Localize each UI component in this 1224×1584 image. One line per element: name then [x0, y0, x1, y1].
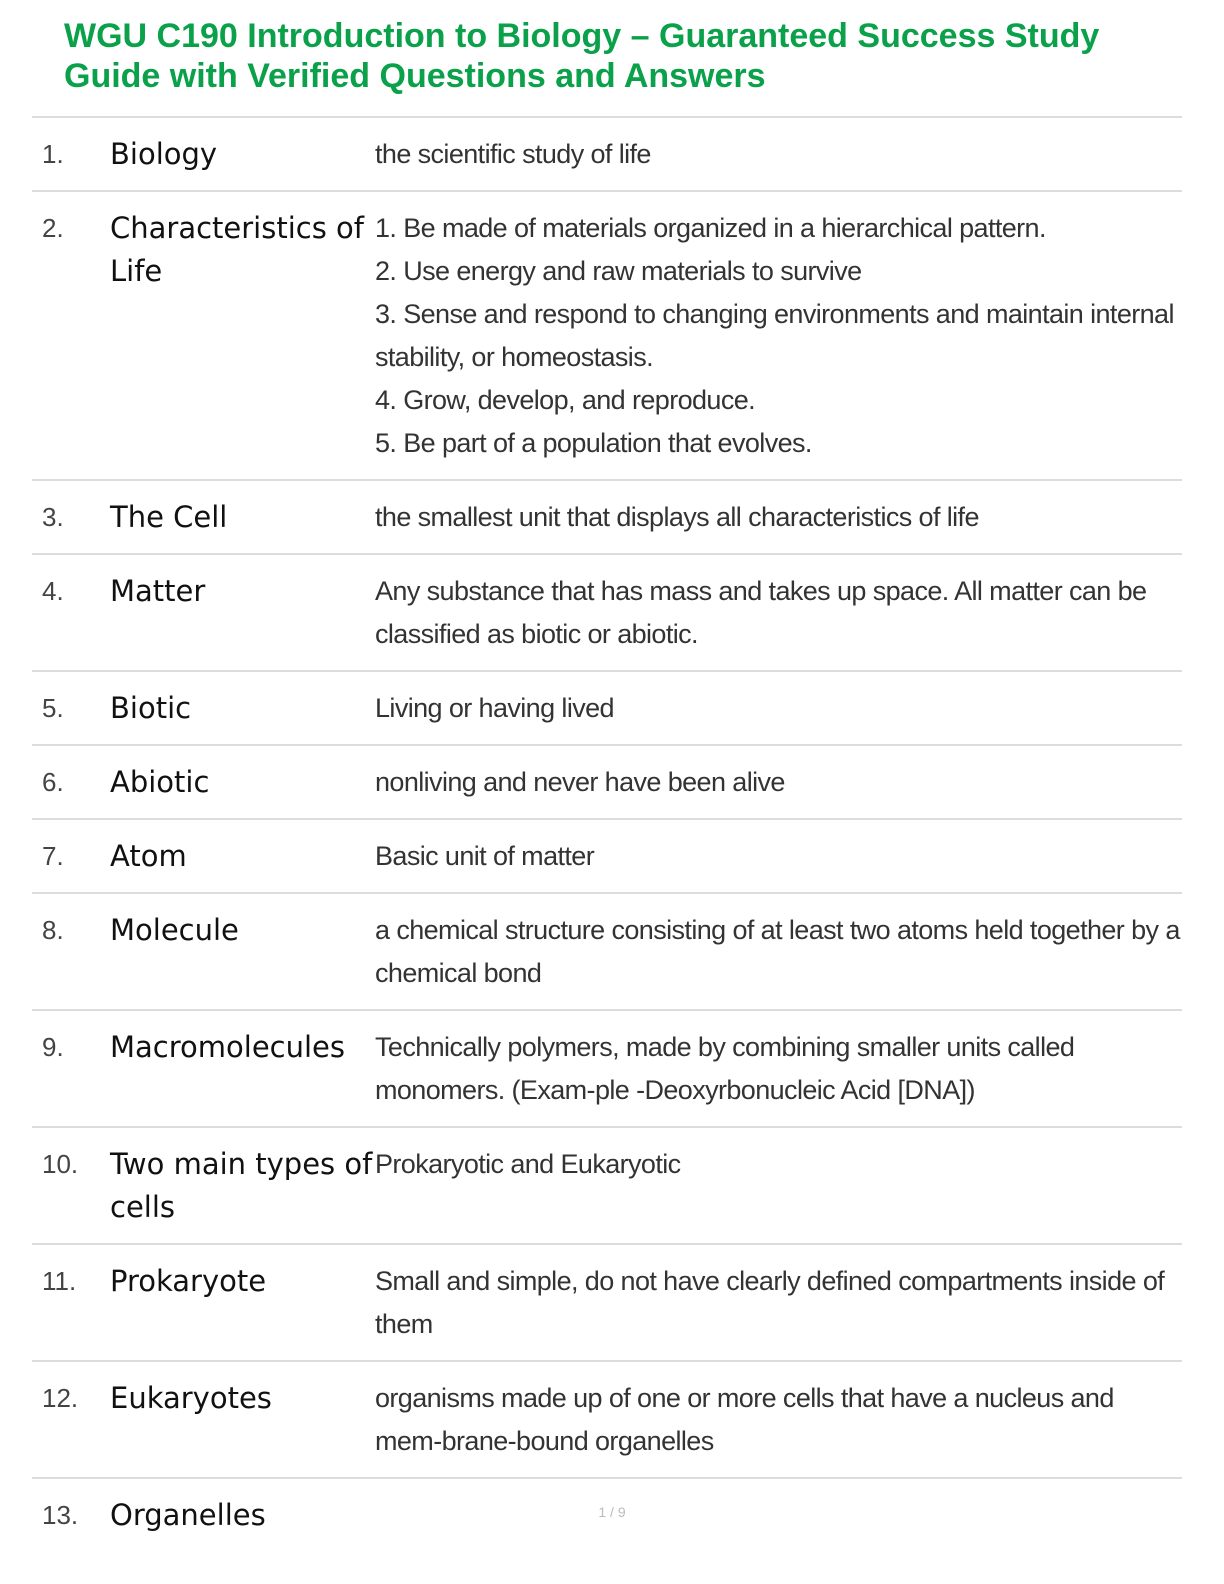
table-row	[32, 192, 1182, 481]
table-row	[32, 746, 1182, 820]
definition: Prokaryotic and Eukaryotic	[375, 1149, 681, 1179]
table-row	[32, 820, 1182, 894]
term: Abiotic	[110, 765, 210, 799]
table-row	[32, 118, 1182, 192]
definition: Technically polymers, made by combining smaller units called monomers. (Exam-ple -Deoxyrbonucleic Acid [DNA])	[375, 1032, 1075, 1105]
term: Atom	[110, 839, 187, 873]
row-number: 3.	[42, 502, 64, 532]
term: The Cell	[110, 500, 228, 534]
table-row	[32, 672, 1182, 746]
definition: the smallest unit that displays all characteristics of life	[375, 502, 979, 532]
definition: Basic unit of matter	[375, 841, 595, 871]
row-number: 13.	[42, 1500, 79, 1530]
definition: Small and simple, do not have clearly defined compartments inside of them	[375, 1266, 1165, 1339]
table-row	[32, 1362, 1182, 1479]
definition: a chemical structure consisting of at least two atoms held together by a chemical bond	[375, 915, 1180, 988]
row-number: 1.	[42, 139, 64, 169]
definition: Living or having lived	[375, 693, 614, 723]
term: Organelles	[110, 1498, 266, 1532]
definition: nonliving and never have been alive	[375, 767, 785, 797]
table-row	[32, 894, 1182, 1011]
term: Prokaryote	[110, 1264, 267, 1298]
definition: Any substance that has mass and takes up space. All matter can be classified as biotic or abiotic.	[375, 576, 1147, 649]
definition: 1. Be made of materials organized in a hierarchical pattern. 2. Use energy and raw materials to survive 3. Sense and respond to changing environments and maintain internal stability, or homeostasis. 4. Grow, develop, and reproduce. 5. Be part of a population that evolves.	[375, 213, 1174, 458]
table-row	[32, 481, 1182, 555]
row-number: 6.	[42, 767, 64, 797]
table-row	[32, 1011, 1182, 1128]
row-number: 12.	[42, 1383, 79, 1413]
term: Macromolecules	[110, 1030, 345, 1064]
term: Molecule	[110, 913, 239, 947]
table-row	[32, 555, 1182, 672]
definition: the scientific study of life	[375, 139, 651, 169]
document-title: WGU C190 Introduction to Biology – Guaranteed Success Study Guide with Verified Questions and Answers	[64, 17, 1100, 95]
table-row	[32, 1245, 1182, 1362]
page-number: 1 / 9	[598, 1504, 626, 1520]
row-number: 7.	[42, 841, 64, 871]
term: Biotic	[110, 691, 192, 725]
row-number: 11.	[42, 1266, 77, 1296]
term: Two main types of cells	[110, 1147, 373, 1224]
flashcard-table	[32, 116, 1182, 1551]
term: Characteristics of Life	[110, 211, 364, 288]
row-number: 5.	[42, 693, 64, 723]
table-row	[32, 1128, 1182, 1245]
term: Biology	[110, 137, 218, 171]
row-number: 4.	[42, 576, 64, 606]
definition: organisms made up of one or more cells that have a nucleus and mem-brane-bound organelles	[375, 1383, 1114, 1456]
row-number: 8.	[42, 915, 64, 945]
term: Eukaryotes	[110, 1381, 272, 1415]
term: Matter	[110, 574, 206, 608]
row-number: 2.	[42, 213, 64, 243]
row-number: 9.	[42, 1032, 64, 1062]
row-number: 10.	[42, 1149, 79, 1179]
